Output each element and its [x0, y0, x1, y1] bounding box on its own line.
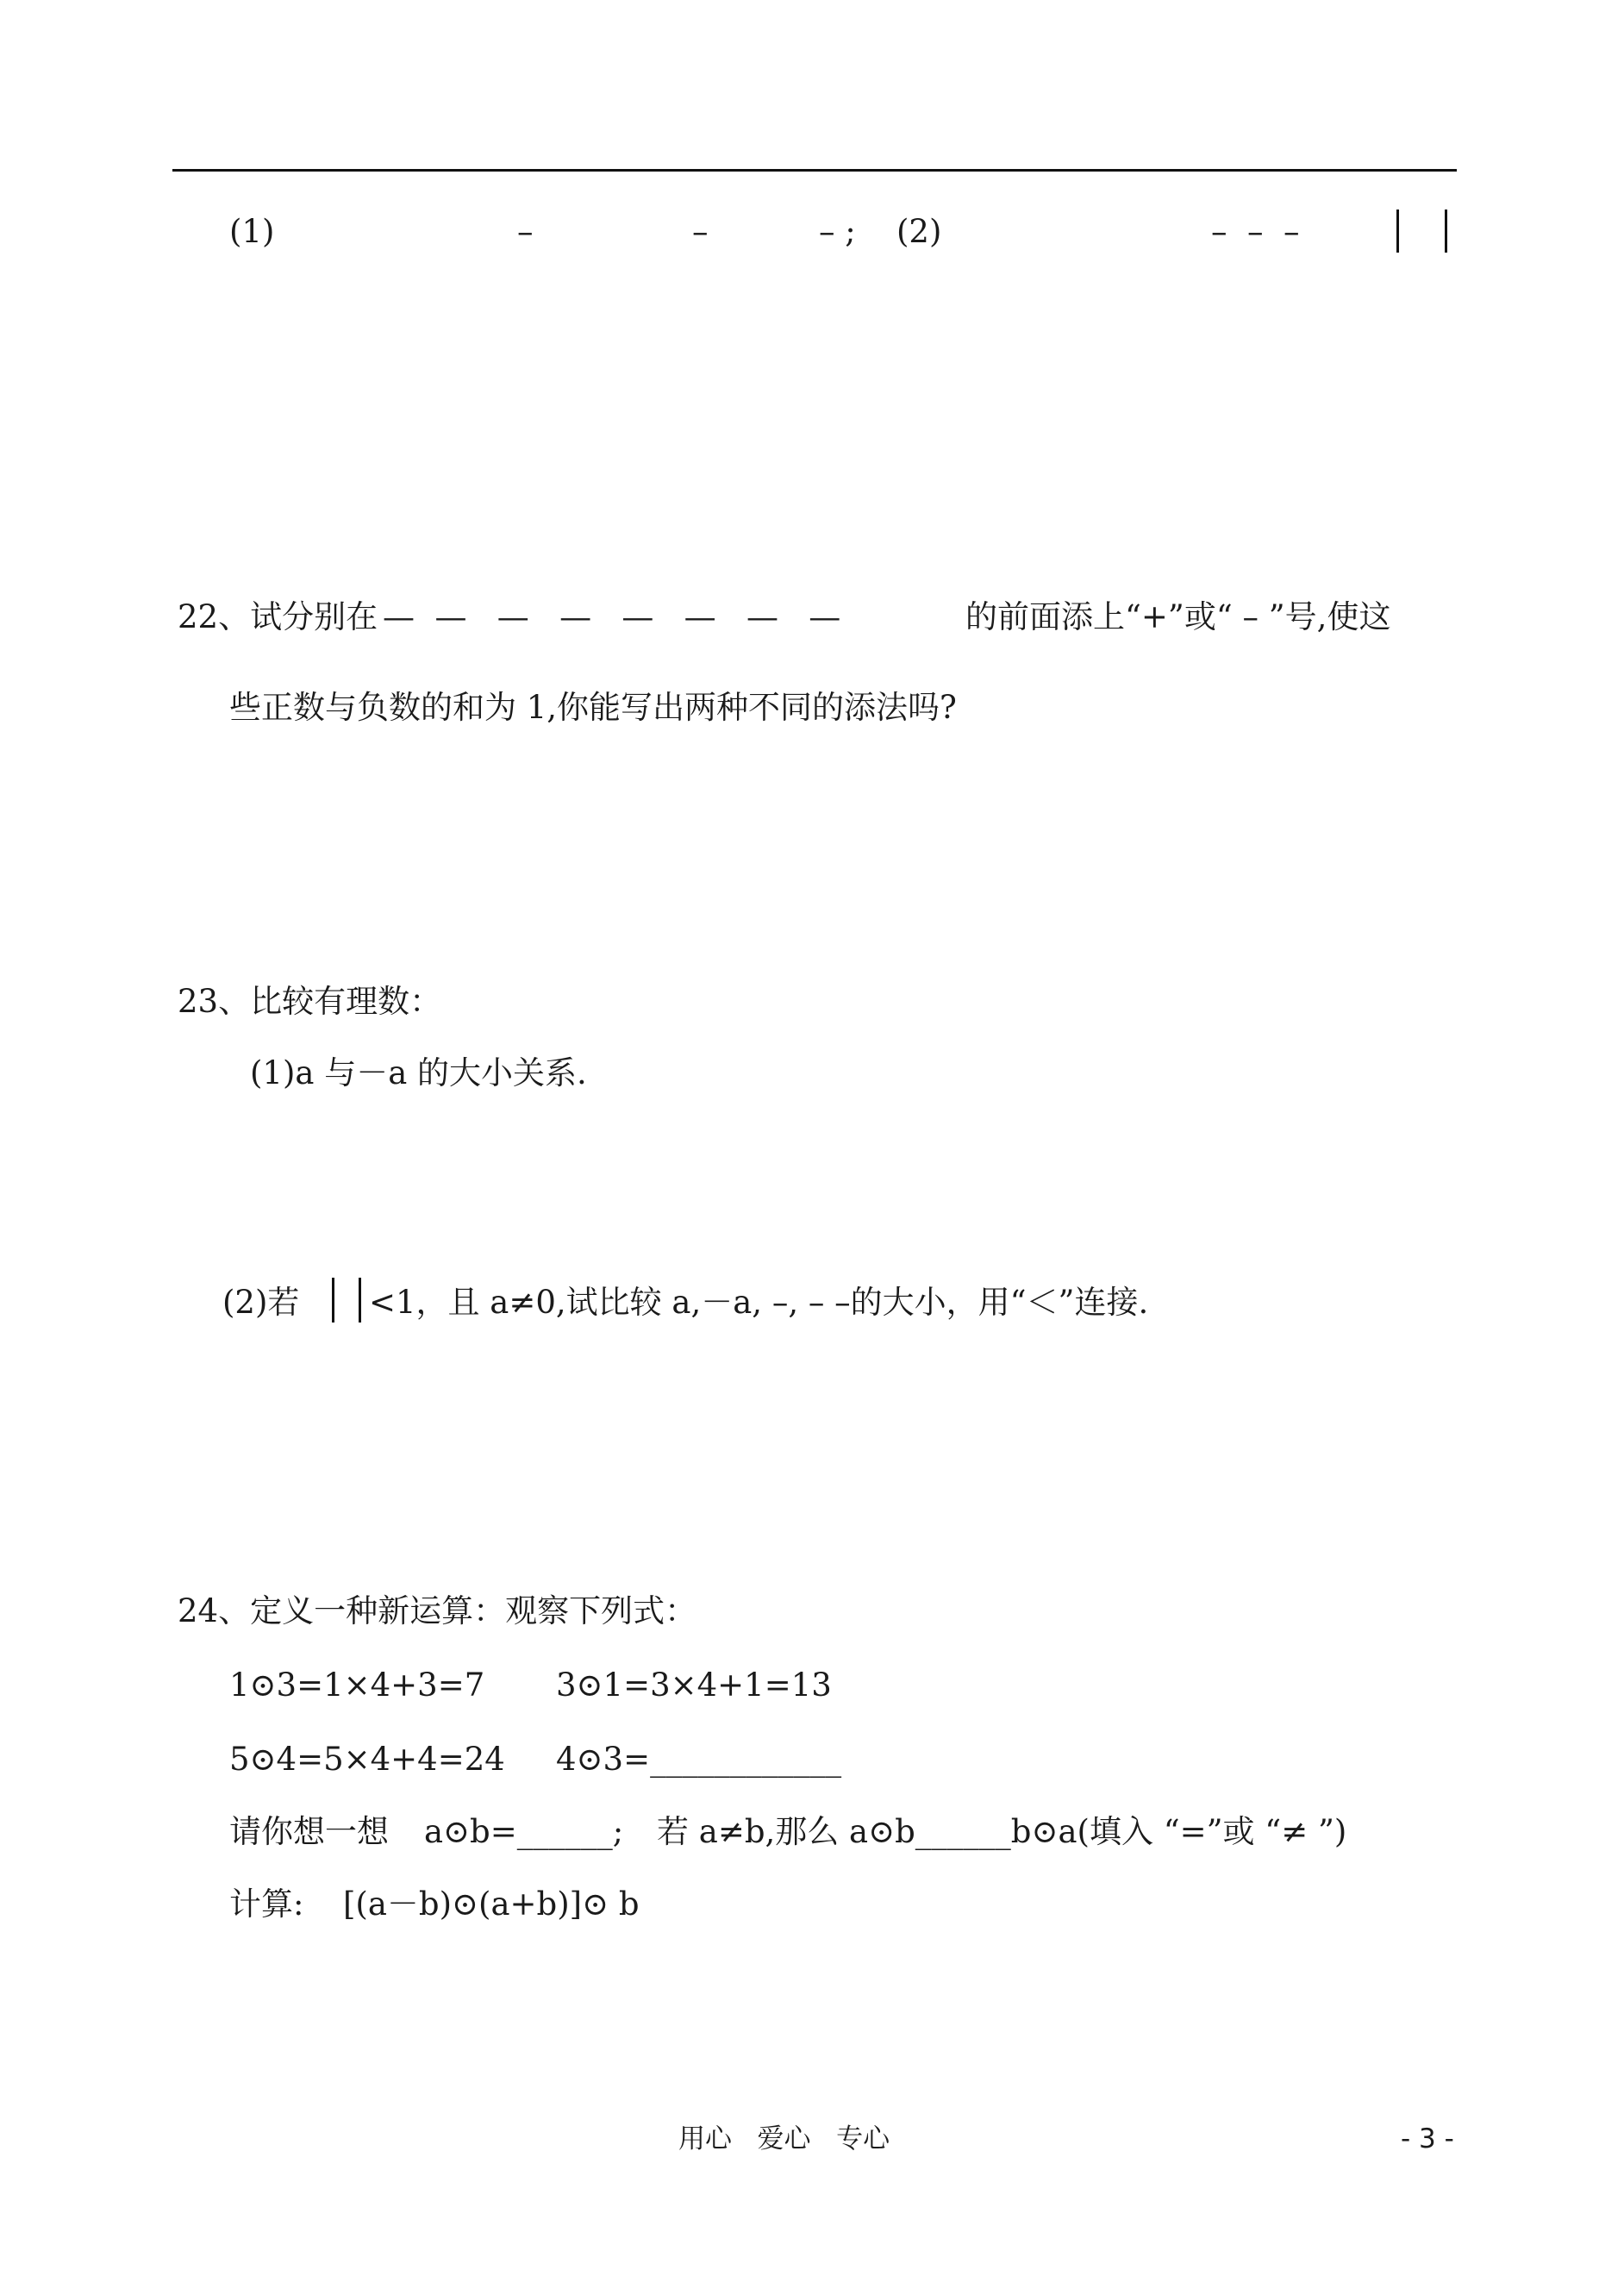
q23-part1: (1)a 与－a 的大小关系.	[250, 1054, 587, 1091]
q24-think-condition: 若 a≠b,那么 a⊙b______b⊙a(填入 “=”或 “≠ ”)	[657, 1813, 1347, 1850]
q24-example-4: 4⊙3=____________	[556, 1741, 842, 1778]
q23-part2-prefix: (2)若	[222, 1284, 300, 1321]
q24-example-1: 1⊙3=1×4+3=7	[229, 1667, 485, 1704]
q22-line1-prefix: 22、试分别在	[178, 598, 378, 635]
absolute-value-bar	[332, 1278, 334, 1323]
q24-example-2: 3⊙1=3×4+1=13	[556, 1667, 832, 1704]
q24-think-prefix: 请你想一想	[229, 1813, 389, 1850]
q21-part1-dash: –	[692, 213, 709, 250]
q22-dash-placeholders: — — — — — — — —	[383, 598, 841, 635]
q23-title: 23、比较有理数：	[178, 983, 442, 1020]
q24-think-expression: a⊙b=______;	[424, 1813, 624, 1850]
q24-calc-expression: [(a－b)⊙(a+b)]⊙ b	[343, 1885, 640, 1923]
absolute-value-bar	[1445, 209, 1447, 253]
q21-part2-dashes: – – –	[1211, 213, 1300, 250]
q21-part1-label: (1)	[229, 213, 275, 250]
q21-part2-label: (2)	[896, 213, 942, 250]
q22-line1-suffix: 的前面添上“+”或“ – ”号,使这	[965, 598, 1391, 635]
q24-example-3: 5⊙4=5×4+4=24	[229, 1741, 505, 1778]
footer-motto: 用心 爱心 专心	[678, 2123, 890, 2154]
absolute-value-bar	[1396, 209, 1399, 253]
q21-part1-dash: –	[517, 213, 534, 250]
q24-title: 24、定义一种新运算：观察下列式：	[178, 1592, 697, 1629]
q23-part2-text: <1，且 a≠0,试比较 a,－a, –, – –的大小，用“＜”连接.	[369, 1284, 1149, 1321]
q21-part1-dash: – ;	[819, 213, 856, 250]
absolute-value-bar	[359, 1278, 361, 1323]
q22-line2: 些正数与负数的和为 1,你能写出两种不同的添法吗?	[229, 689, 957, 726]
q24-calc-label: 计算:	[229, 1885, 304, 1923]
header-rule	[172, 169, 1457, 172]
page-number: - 3 -	[1401, 2123, 1454, 2154]
